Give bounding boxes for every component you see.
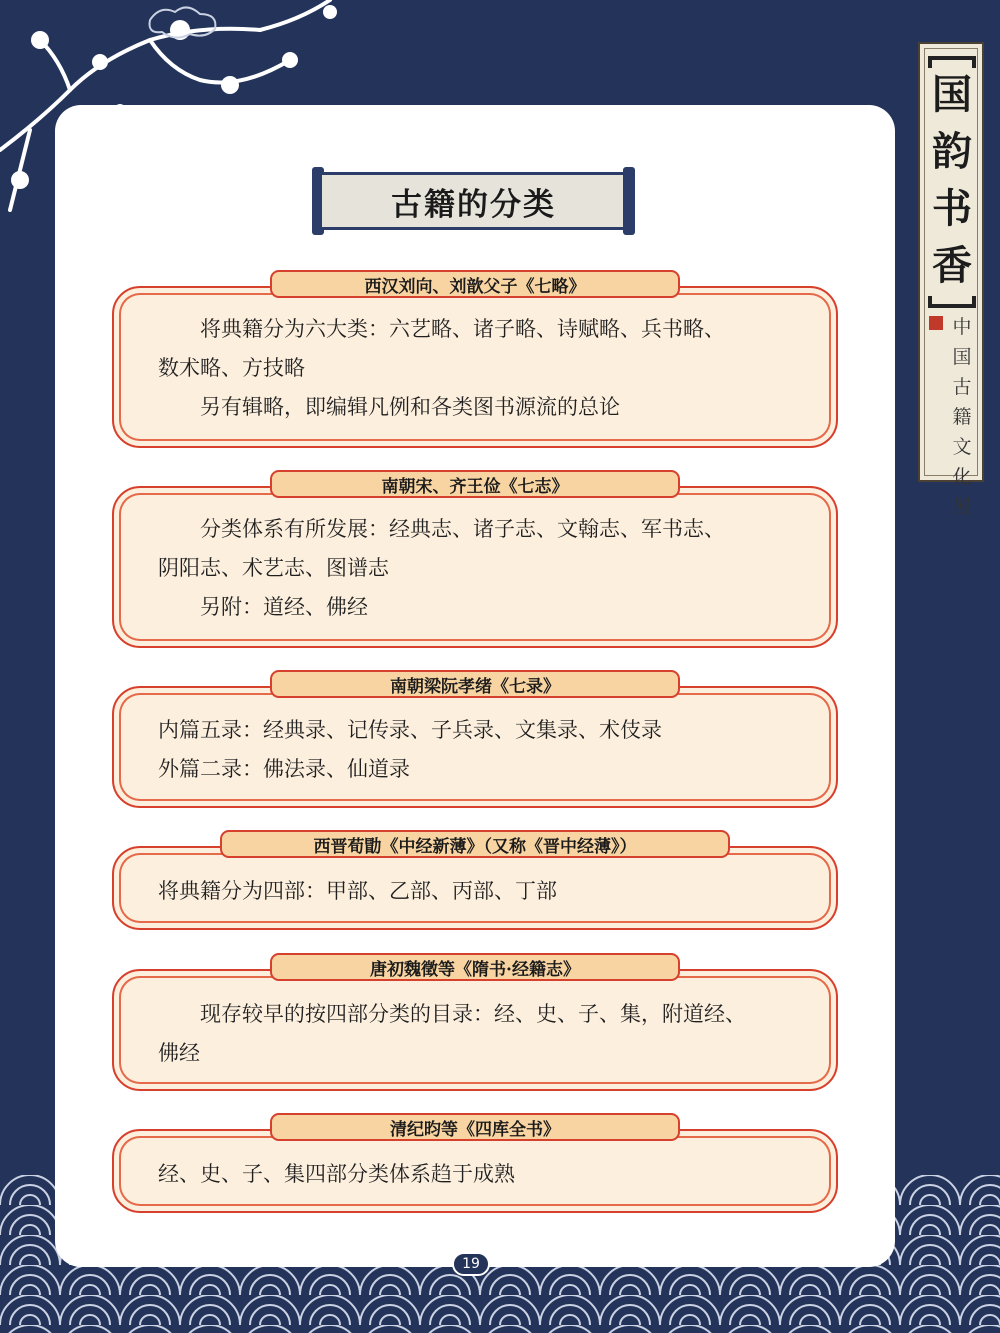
bracket-bottom xyxy=(928,296,976,308)
banner-subtitle-char: 展 xyxy=(952,496,972,518)
section-body xyxy=(158,1155,798,1194)
classification-section-zhongjing xyxy=(112,830,838,930)
section-tab: 西汉刘向、刘歆父子《七略》 xyxy=(270,270,680,298)
classification-section-siku xyxy=(112,1113,838,1213)
section-text-line: 现存较早的按四部分类的目录：经、史、子、集，附道经、 xyxy=(200,1002,746,1026)
section-text-line: 另附：道经、佛经 xyxy=(200,595,368,619)
banner-subtitle-char: 籍 xyxy=(952,406,972,428)
classification-section-qizhi xyxy=(112,470,838,648)
classification-section-qilu xyxy=(112,670,838,808)
section-body xyxy=(158,310,798,427)
banner-subtitle xyxy=(948,312,976,522)
seal-icon xyxy=(929,316,943,330)
section-text-line: 内篇五录：经典录、记传录、子兵录、文集录、术伎录 xyxy=(158,718,662,742)
section-body xyxy=(158,995,798,1073)
banner-subtitle-char: 古 xyxy=(952,376,972,398)
banner-title-char: 韵 xyxy=(932,128,972,175)
banner-subtitle-char: 国 xyxy=(952,346,972,368)
banner-subtitle-char: 文 xyxy=(952,436,972,458)
section-tab: 南朝梁阮孝绪《七录》 xyxy=(270,670,680,698)
banner-title-char: 香 xyxy=(932,242,972,289)
section-tab: 南朝宋、齐王俭《七志》 xyxy=(270,470,680,498)
banner-title-char: 书 xyxy=(932,185,972,232)
page-title: 古籍的分类 xyxy=(391,186,556,223)
section-text-line: 数术略、方技略 xyxy=(158,356,305,380)
section-text-line: 阴阳志、术艺志、图谱志 xyxy=(158,556,389,580)
section-text-line: 分类体系有所发展：经典志、诸子志、文翰志、军书志、 xyxy=(200,517,725,541)
section-body xyxy=(158,711,798,789)
section-tab: 唐初魏徵等《隋书·经籍志》 xyxy=(270,953,680,981)
section-text-line: 另有辑略，即编辑凡例和各类图书源流的总论 xyxy=(200,395,620,419)
title-scroll xyxy=(312,167,635,235)
banner-title xyxy=(926,66,978,294)
page-number: 19 xyxy=(452,1252,490,1276)
scroll-rod-right xyxy=(623,167,635,235)
banner-title-char: 国 xyxy=(932,71,972,118)
section-text-line: 将典籍分为四部：甲部、乙部、丙部、丁部 xyxy=(158,879,557,903)
section-text-line: 佛经 xyxy=(158,1041,200,1065)
section-text-line: 经、史、子、集四部分类体系趋于成熟 xyxy=(158,1162,515,1186)
banner-subtitle-char: 中 xyxy=(952,316,972,338)
exhibition-banner xyxy=(918,42,984,518)
section-text-line: 外篇二录：佛法录、仙道录 xyxy=(158,757,410,781)
classification-section-suishu xyxy=(112,953,838,1091)
title-paper xyxy=(322,172,625,230)
section-tab: 清纪昀等《四库全书》 xyxy=(270,1113,680,1141)
classification-section-qilue xyxy=(112,270,838,448)
section-text-line: 将典籍分为六大类：六艺略、诸子略、诗赋略、兵书略、 xyxy=(200,317,725,341)
banner-subtitle-char: 化 xyxy=(952,466,972,488)
section-body xyxy=(158,510,798,627)
section-body xyxy=(158,872,798,911)
section-tab: 西晋荀勖《中经新薄》（又称《晋中经薄》） xyxy=(220,830,730,858)
